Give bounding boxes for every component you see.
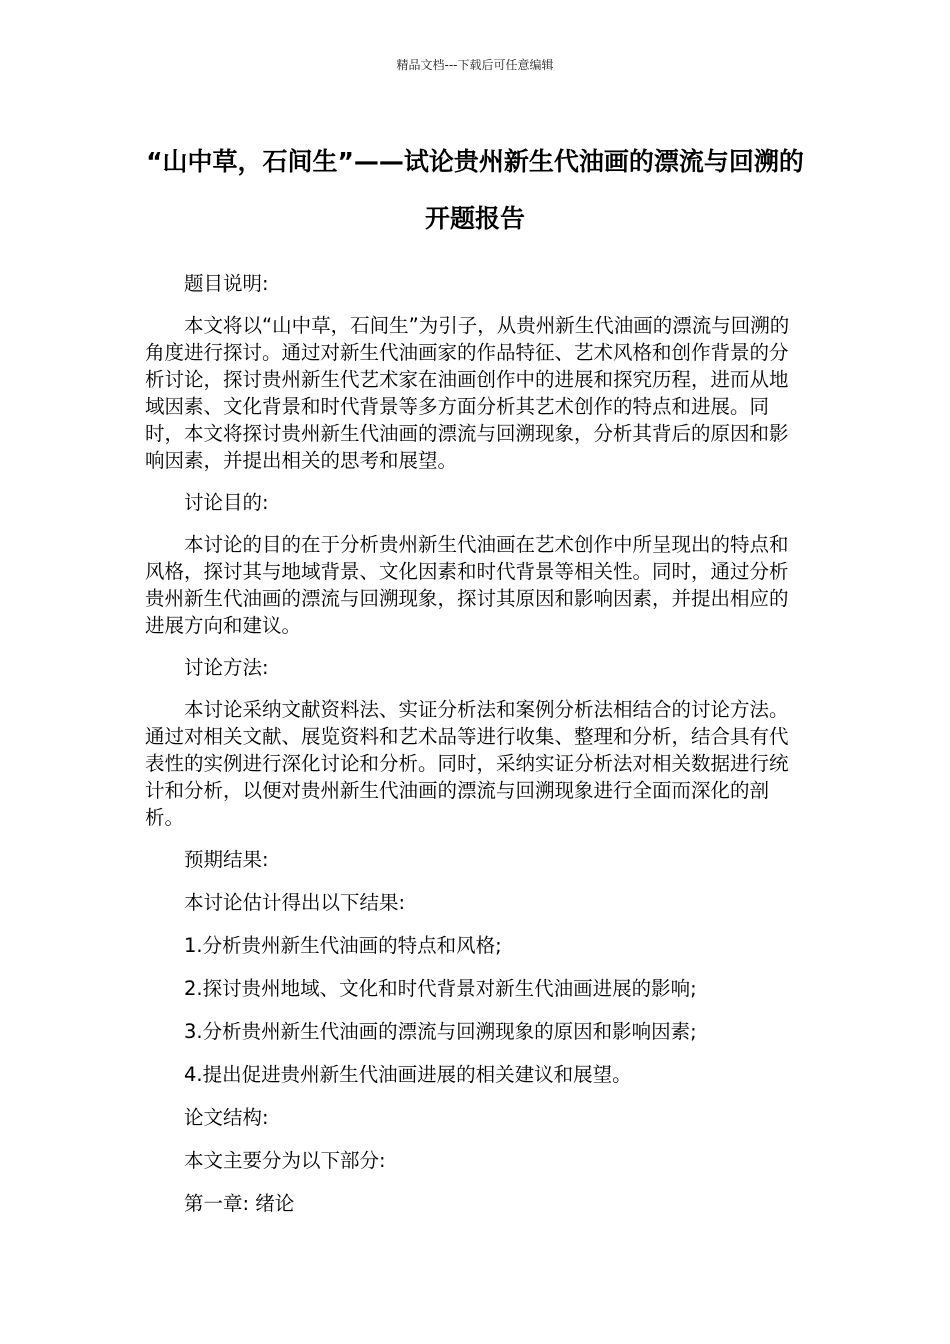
results-heading: 预期结果: <box>184 848 269 871</box>
chapter-1-heading: 第一章: 绪论 <box>184 1192 295 1215</box>
results-item: 1.分析贵州新生代油画的特点和风格; <box>184 934 502 957</box>
structure-intro: 本文主要分为以下部分: <box>184 1149 386 1172</box>
method-heading: 讨论方法: <box>184 656 269 679</box>
topic-heading: 题目说明: <box>184 272 269 295</box>
results-item: 3.分析贵州新生代油画的漂流与回溯现象的原因和影响因素; <box>184 1020 697 1043</box>
results-item: 2.探讨贵州地域、文化和时代背景对新生代油画进展的影响; <box>184 977 697 1000</box>
structure-heading: 论文结构: <box>184 1106 269 1129</box>
results-intro: 本讨论估计得出以下结果: <box>184 891 406 914</box>
purpose-heading: 讨论目的: <box>184 491 269 514</box>
method-paragraph: 本讨论采纳文献资料法、实证分析法和案例分析法相结合的讨论方法。通过对相关文献、展览资料和艺术品等进行收集、整理和分析，结合具有代表性的实例进行深化讨论和分析。同时，采纳实证分析法对相关数据进行统计和分析，以便对贵州新生代油画的漂流与回溯现象进行全面而深化的剖析。 <box>145 698 789 829</box>
header-note: 精品文档---下载后可任意编辑 <box>396 58 554 72</box>
purpose-paragraph: 本讨论的目的在于分析贵州新生代油画在艺术创作中所呈现出的特点和风格，探讨其与地域背景、文化因素和时代背景等相关性。同时，通过分析贵州新生代油画的漂流与回溯现象，探讨其原因和影响因素，并提出相应的进展方向和建议。 <box>145 533 789 637</box>
document-body <box>145 270 793 1233</box>
results-item: 4.提出促进贵州新生代油画进展的相关建议和展望。 <box>184 1063 632 1086</box>
topic-paragraph: 本文将以“山中草，石间生”为引子，从贵州新生代油画的漂流与回溯的角度进行探讨。通过对新生代油画家的作品特征、艺术风格和创作背景的分析讨论，探讨贵州新生代艺术家在油画创作中的进展和探究历程，进而从地域因素、文化背景和时代背景等多方面分析其艺术创作的特点和进展。同时，本文将探讨贵州新生代油画的漂流与回溯现象，分析其背后的原因和影响因素，并提出相关的思考和展望。 <box>145 314 790 472</box>
page-title: “山中草，石间生”——试论贵州新生代油画的漂流与回溯的开题报告 <box>146 147 804 233</box>
